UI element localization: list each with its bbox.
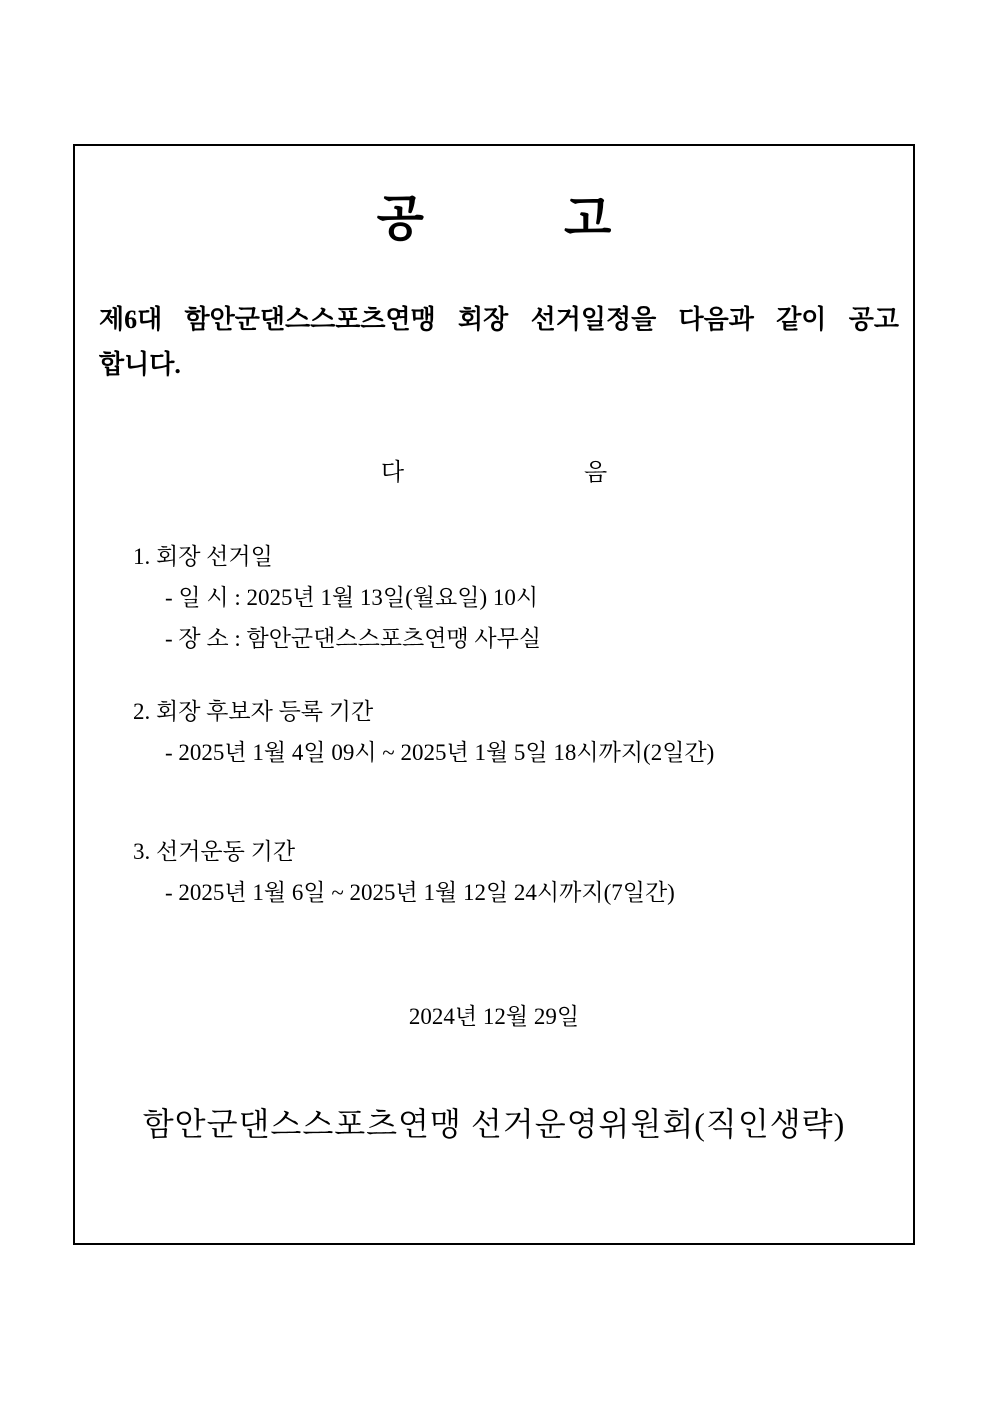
notice-title-char-second: 고 <box>564 191 612 246</box>
section-2-heading: 2. 회장 후보자 등록 기간 <box>133 699 374 724</box>
notice-intro <box>99 297 899 387</box>
notice-title <box>75 193 913 245</box>
daum-subheading-char-first: 다 <box>380 460 404 486</box>
notice-intro-line-2: 합니다. <box>99 350 181 379</box>
section-3-item-period: - 2025년 1월 6일 ~ 2025년 1월 12일 24시까지(7일간) <box>165 880 675 905</box>
notice-issuer: 함안군댄스스포츠연맹 선거운영위원회(직인생략) <box>142 1106 846 1142</box>
notice-intro-line-1: 제6대 함안군댄스스포츠연맹 회장 선거일정을 다음과 같이 공고 <box>99 305 899 334</box>
section-election-day <box>133 536 893 659</box>
daum-subheading <box>75 458 913 488</box>
section-2-item-period: - 2025년 1월 4일 09시 ~ 2025년 1월 5일 18시까지(2일간) <box>165 740 715 765</box>
notice-title-char-first: 공 <box>376 191 424 246</box>
section-3-heading: 3. 선거운동 기간 <box>133 839 296 864</box>
section-candidate-registration <box>133 691 893 773</box>
notice-date: 2024년 12월 29일 <box>408 1004 580 1029</box>
section-1-item-datetime: - 일 시 : 2025년 1월 13일(월요일) 10시 <box>165 585 539 610</box>
daum-subheading-char-second: 음 <box>584 460 608 486</box>
section-1-item-place: - 장 소 : 함안군댄스스포츠연맹 사무실 <box>165 626 542 651</box>
notice-border-box <box>73 144 915 1245</box>
section-campaign-period <box>133 831 893 913</box>
section-1-heading: 1. 회장 선거일 <box>133 544 273 569</box>
